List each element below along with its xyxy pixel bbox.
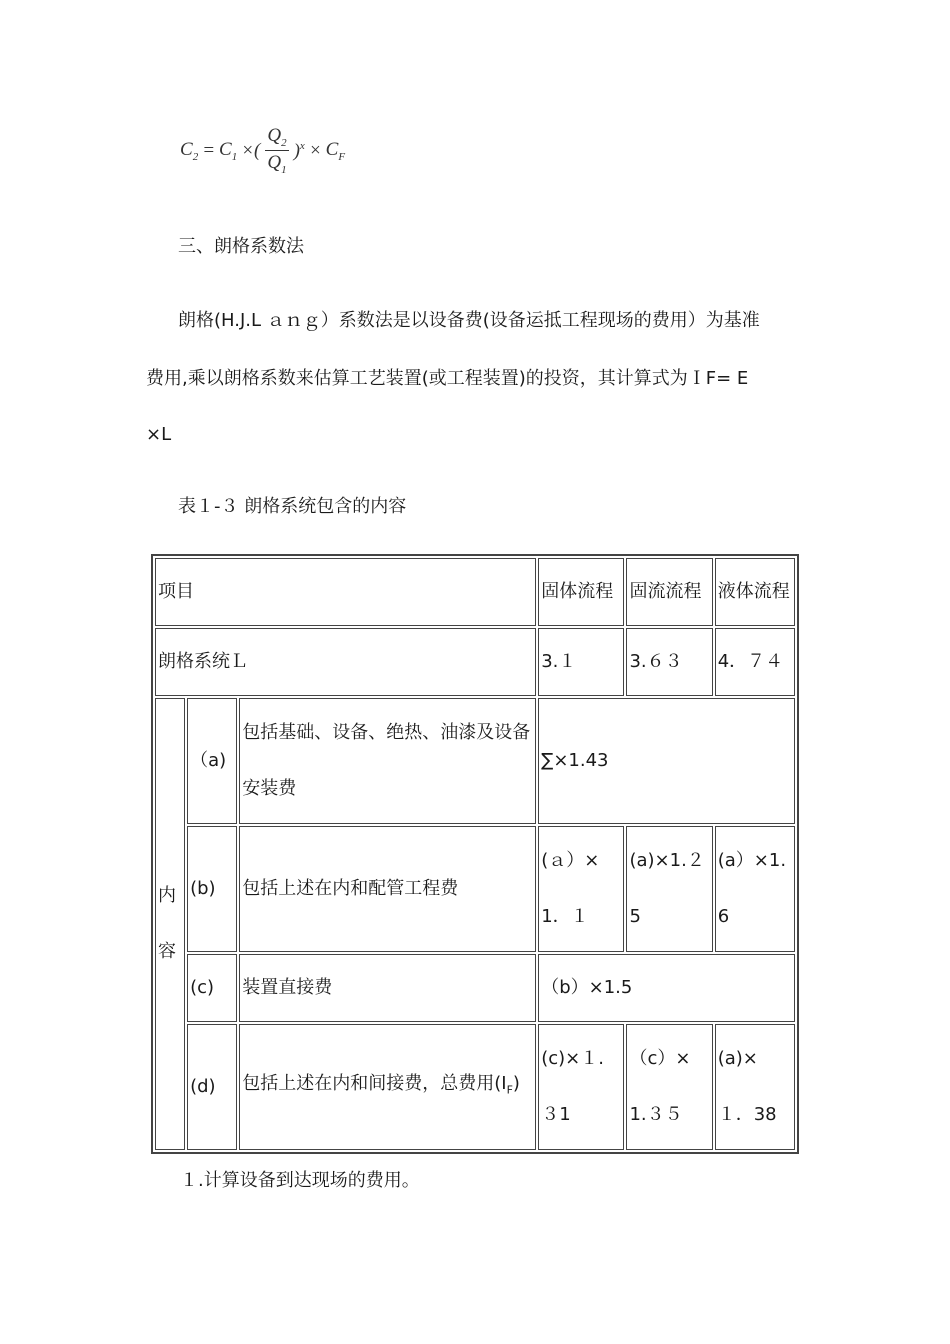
row-code: （a) <box>187 698 237 824</box>
header-mixed: 固流流程 <box>626 558 712 626</box>
table-row <box>155 1024 795 1150</box>
paragraph-line-1: 朗格(H.J.L ａｎｇ）系数法是以设备费(设备运抵工程现场的费用）为基准 <box>178 310 760 331</box>
row-desc: 包括基础、设备、绝热、油漆及设备安装费 <box>239 698 536 824</box>
header-solid: 固体流程 <box>538 558 624 626</box>
table-caption: 表１-３ 朗格系统包含的内容 <box>178 496 407 517</box>
section-title: 三、朗格系数法 <box>178 236 304 257</box>
table-row <box>155 954 795 1022</box>
lang-liquid: 4．７４ <box>715 628 795 696</box>
lang-solid: 3.１ <box>538 628 624 696</box>
header-liquid: 液体流程 <box>715 558 795 626</box>
row-merged-value: ∑×1.43 <box>538 698 795 824</box>
content-label: 内容 <box>155 698 185 1150</box>
row-desc: 包括上述在内和配管工程费 <box>239 826 536 952</box>
table-row <box>155 826 795 952</box>
lang-coefficient-table <box>151 554 799 1154</box>
row-merged-value: （b）×1.5 <box>538 954 795 1022</box>
row-liquid: (a)× １．38 <box>715 1024 795 1150</box>
header-item: 项目 <box>155 558 536 626</box>
row-desc: 装置直接费 <box>239 954 536 1022</box>
row-solid: (c)×１.３1 <box>538 1024 624 1150</box>
row-code: (d) <box>187 1024 237 1150</box>
row-mixed: （c）× 1.３５ <box>626 1024 712 1150</box>
row-code: (c) <box>187 954 237 1022</box>
row-code: (b) <box>187 826 237 952</box>
row-desc: 包括上述在内和间接费，总费用$(I_F)$ <box>239 1024 536 1150</box>
paragraph-line-2: 费用,乘以朗格系数来估算工艺装置(或工程装置)的投资，其计算式为ＩF= E <box>146 368 749 389</box>
paragraph-line-3: ×L <box>146 424 172 445</box>
table-header-row <box>155 558 795 626</box>
row-liquid: (a）×1.6 <box>715 826 795 952</box>
lang-mixed: 3.６３ <box>626 628 712 696</box>
lang-label: 朗格系统Ｌ <box>155 628 536 696</box>
lang-row <box>155 628 795 696</box>
row-solid: (ａ）×1．１ <box>538 826 624 952</box>
footer-text: １.计算设备到达现场的费用。 <box>180 1170 420 1191</box>
table-row <box>155 698 795 824</box>
row-mixed: (a)×1.２5 <box>626 826 712 952</box>
formula-c2: $C_2$ = $C_1$ ×( $\frac{Q_2}{Q_1}$ )$^x$ × $C_F$ <box>180 125 346 176</box>
